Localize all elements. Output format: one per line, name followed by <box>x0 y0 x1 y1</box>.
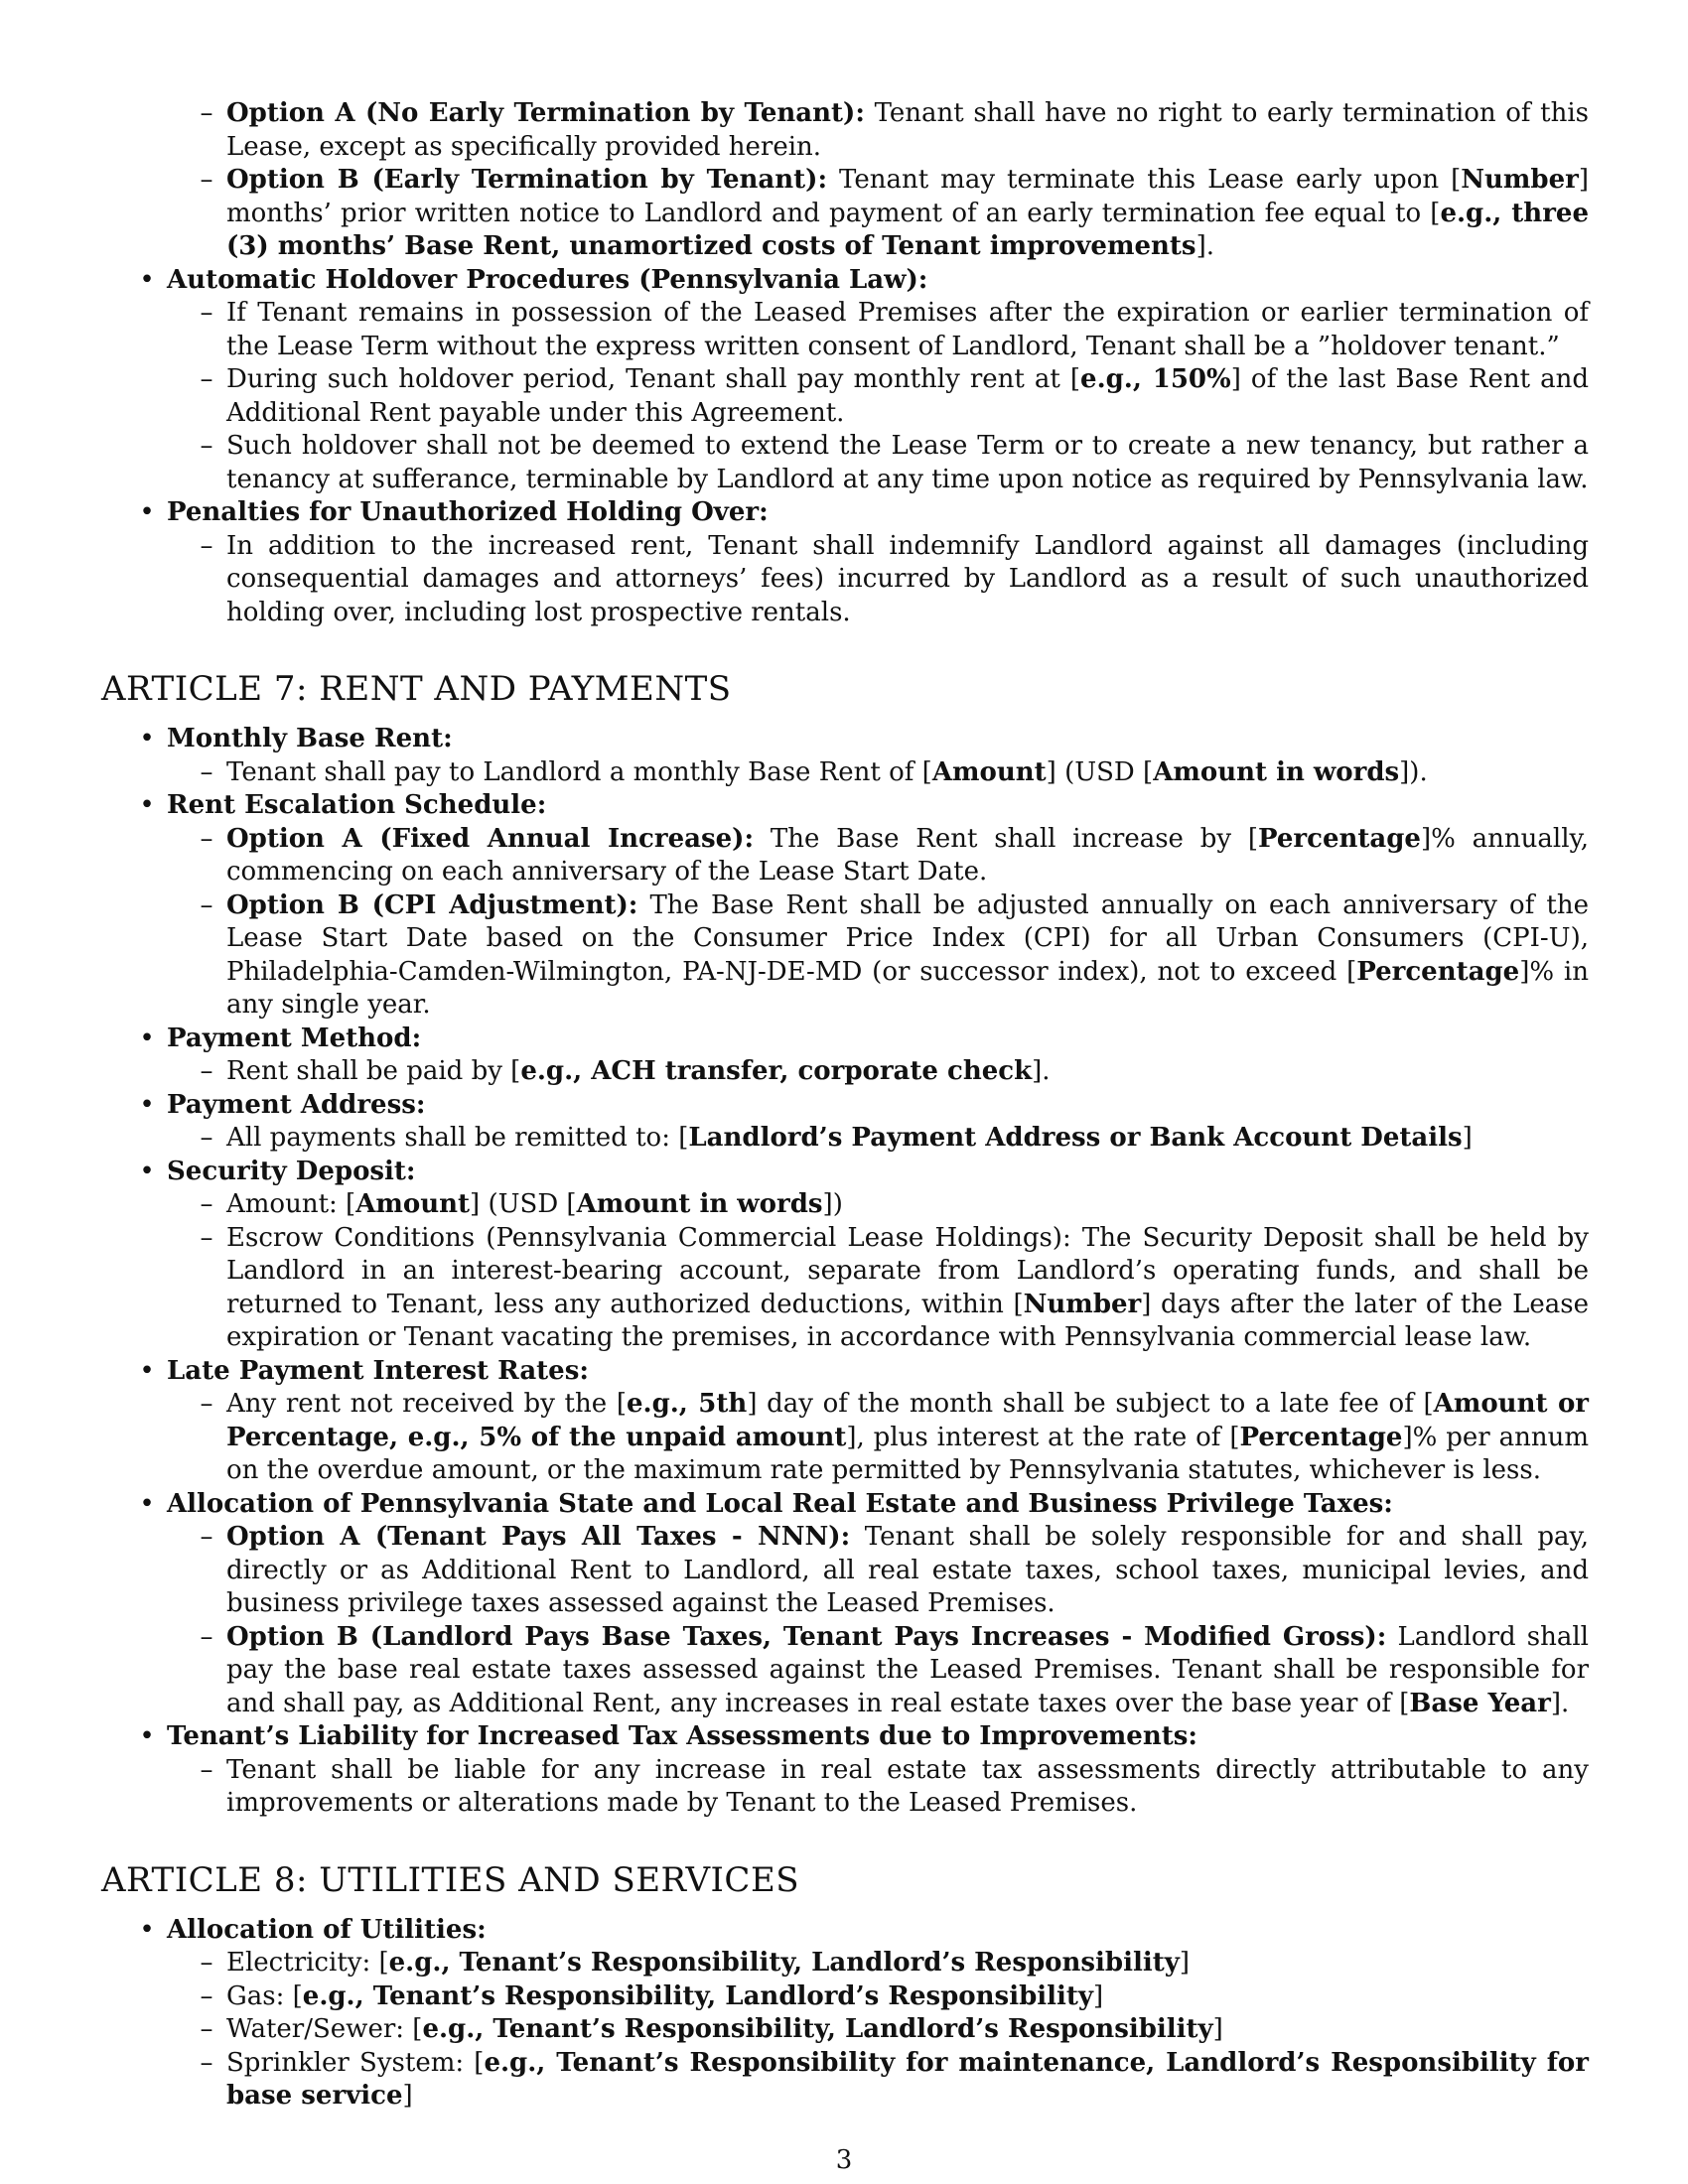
list-item: – Option A (Tenant Pays All Taxes - NNN): Tenant shall be solely responsible for and shall pay, directly or as Additional Rent to Landlord, all real estate taxes, school taxes, municipal levies, and business privilege taxes assessed against the Leased Premises. <box>200 1522 1589 1618</box>
holdover-list <box>101 264 1589 630</box>
list-item: – In addition to the increased rent, Tenant shall indemnify Landlord against all damages (including consequential damages and attorneys’ fees) incurred by Landlord as a result of such unauthorized holding over, including lost prospective rentals. <box>200 530 1589 627</box>
dash-marker: – <box>200 165 213 195</box>
section-heading: Tenant’s Liability for Increased Tax Assessments due to Improvements: <box>167 1721 1197 1751</box>
article-7-list <box>101 723 1589 1821</box>
article-7-title: ARTICLE 7: RENT AND PAYMENTS <box>101 669 732 709</box>
article-8-title: ARTICLE 8: UTILITIES AND SERVICES <box>101 1859 800 1900</box>
section-heading: Rent Escalation Schedule: <box>167 790 547 820</box>
list-item: – Gas: [e.g., Tenant’s Responsibility, Landlord’s Responsibility] <box>200 1980 1104 2011</box>
list-item: – Electricity: [e.g., Tenant’s Responsibility, Landlord’s Responsibility] <box>200 1948 1190 1978</box>
list-item: • Payment Method: – Rent shall be paid by [e.g., ACH transfer, corporate check]. <box>167 1023 1589 1089</box>
section-heading: Monthly Base Rent: <box>167 724 453 753</box>
section-heading: Automatic Holdover Procedures (Pennsylvania Law): <box>167 264 928 295</box>
list-item: – Option B (Early Termination by Tenant): Tenant may terminate this Lease early upon [Number] months’ prior written notice to Landlord and payment of an early termination fee equal to [e.g., three (3) months’ Base Rent, unamortized costs of Tenant improvements]. <box>226 164 1589 264</box>
list-item: – Option A (Fixed Annual Increase): The Base Rent shall increase by [Percentage]% annually, commencing on each anniversary of the Lease Start Date. <box>200 823 1590 887</box>
list-item: • Late Payment Interest Rates: – Any rent not received by the [e.g., 5th] day of the month shall be subject to a late fee of [Amount or Percentage, e.g., 5% of the unpaid amount], plus interest at the rate of [Percentage]% per annum on the overdue amount, or the maximum rate permitted by Pennsylvania statutes, whichever is less. <box>167 1355 1589 1488</box>
list-item: – During such holdover period, Tenant shall pay monthly rent at [e.g., 150%] of the last Base Rent and Additional Rent payable under this Agreement. <box>200 364 1590 428</box>
early-termination-options <box>101 97 1589 264</box>
dash-marker: – <box>200 98 213 128</box>
list-item: – Tenant shall pay to Landlord a monthly Base Rent of [Amount] (USD [Amount in words]). <box>200 756 1428 787</box>
list-item: – Any rent not received by the [e.g., 5th] day of the month shall be subject to a late fee of [Amount or Percentage, e.g., 5% of the unpaid amount], plus interest at the rate of [Percentage]% per annum on the overdue amount, or the maximum rate permitted by Pennsylvania statutes, whichever is less. <box>200 1389 1590 1485</box>
list-item: – Option B (CPI Adjustment): The Base Rent shall be adjusted annually on each anniversary of the Lease Start Date based on the Consumer Price Index (CPI) for all Urban Consumers (CPI-U), Philadelphia-Camden-Wilmington, PA-NJ-DE-MD (or successor index), not to exceed [Percentage]% in any single year. <box>200 889 1589 1020</box>
list-item: – Option A (No Early Termination by Tenant): Tenant shall have no right to early termination of this Lease, except as specifically provided herein. <box>226 97 1589 164</box>
section-heading: Late Payment Interest Rates: <box>167 1355 589 1386</box>
section-heading: Penalties for Unauthorized Holding Over: <box>167 497 769 527</box>
list-item: – Option B (Landlord Pays Base Taxes, Tenant Pays Increases - Modified Gross): Landlord shall pay the base real estate taxes assessed against the Leased Premises. Tenant shall be responsible for and shall pay, as Additional Rent, any increases in real estate taxes over the base year of [Base Year]. <box>200 1621 1589 1718</box>
list-item: – Amount: [Amount] (USD [Amount in words]) <box>200 1189 843 1219</box>
section-heading: Payment Address: <box>167 1089 426 1120</box>
list-item: • Payment Address: – All payments shall be remitted to: [Landlord’s Payment Address or Bank Account Details] <box>167 1089 1589 1156</box>
list-item: • Monthly Base Rent: – Tenant shall pay to Landlord a monthly Base Rent of [Amount] (USD [Amount in words]). <box>167 723 1589 789</box>
bullet-marker: • <box>139 264 155 295</box>
section-heading: Payment Method: <box>167 1023 422 1053</box>
section-heading: Security Deposit: <box>167 1156 416 1186</box>
page-number: 3 <box>835 2145 853 2175</box>
article-8-list <box>101 1914 1589 2114</box>
list-item: – Tenant shall be liable for any increase in real estate tax assessments directly attributable to any improvements or alterations made by Tenant to the Leased Premises. <box>200 1754 1589 1818</box>
list-item <box>139 264 1590 497</box>
list-item: • Rent Escalation Schedule: – Option A (Fixed Annual Increase): The Base Rent shall increase by [Percentage]% annually, commencing on each anniversary of the Lease Start Date. – Option B (CPI Adjustment): The Base Rent shall be adjusted annually on each anniversary of the Lease Start Date based on the Consumer Price Index (CPI) for all Urban Consumers (CPI-U), Philadelphia-Camden-Wilmington, PA-NJ-DE-MD (or successor index), not to exceed [Percentage]% in any single year. <box>167 789 1589 1023</box>
page-content <box>101 97 1589 2114</box>
list-item: • Allocation of Pennsylvania State and Local Real Estate and Business Privilege Taxes: – Option A (Tenant Pays All Taxes - NNN): Tenant shall be solely responsible for and shall pay, directly or as Additional Rent to Landlord, all real estate taxes, school taxes, municipal levies, and business privilege taxes assessed against the Leased Premises. – Option B (Landlord Pays Base Taxes, Tenant Pays Increases - Modified Gross): Landlord shall pay the base real estate taxes assessed against the Leased Premises. Tenant shall be responsible for and shall pay, as Additional Rent, any increases in real estate taxes over the base year of [Base Year]. <box>167 1488 1589 1721</box>
list-item: – Escrow Conditions (Pennsylvania Commercial Lease Holdings): The Security Deposit shall be held by Landlord in an interest-bearing account, separate from Landlord’s operating funds, and shall be returned to Tenant, less any authorized deductions, within [Number] days after the later of the Lease expiration or Tenant vacating the premises, in accordance with Pennsylvania commercial lease law. <box>200 1222 1589 1352</box>
list-item: • Security Deposit: – Amount: [Amount] (USD [Amount in words]) – Escrow Conditions (Pennsylvania Commercial Lease Holdings): The Security Deposit shall be held by Landlord in an interest-bearing account, separate from Landlord’s operating funds, and shall be returned to Tenant, less any authorized deductions, within [Number] days after the later of the Lease expiration or Tenant vacating the premises, in accordance with Pennsylvania commercial lease law. <box>167 1156 1589 1355</box>
list-item: – Water/Sewer: [e.g., Tenant’s Responsibility, Landlord’s Responsibility] <box>200 2014 1223 2044</box>
list-item: – If Tenant remains in possession of the Leased Premises after the expiration or earlier termination of the Lease Term without the express written consent of Landlord, Tenant shall be a ”holdover tenant.” <box>200 298 1589 361</box>
list-item: • Allocation of Utilities: – Electricity: [e.g., Tenant’s Responsibility, Landlord’s Responsibility] – Gas: [e.g., Tenant’s Responsibility, Landlord’s Responsibility] – Water/Sewer: [e.g., Tenant’s Responsibility, Landlord’s Responsibility] – Sprinkler System: [e.g., Tenant’s Responsibility for maintenance, Landlord’s Responsibility for base service] <box>167 1914 1589 2114</box>
list-item <box>139 496 1589 629</box>
list-item: – Rent shall be paid by [e.g., ACH transfer, corporate check]. <box>200 1056 1051 1086</box>
list-item: – All payments shall be remitted to: [Landlord’s Payment Address or Bank Account Details] <box>200 1123 1473 1153</box>
list-item: – Sprinkler System: [e.g., Tenant’s Responsibility for maintenance, Landlord’s Responsibility for base service] <box>200 2047 1589 2111</box>
list-item: – Such holdover shall not be deemed to extend the Lease Term or to create a new tenancy, but rather a tenancy at sufferance, terminable by Landlord at any time upon notice as required by Pennsylvania law. <box>200 431 1589 494</box>
bullet-marker: • <box>139 497 155 527</box>
list-item: • Tenant’s Liability for Increased Tax Assessments due to Improvements: – Tenant shall be liable for any increase in real estate tax assessments directly attributable to any improvements or alterations made by Tenant to the Leased Premises. <box>167 1720 1589 1821</box>
section-heading: Allocation of Utilities: <box>167 1914 487 1945</box>
section-heading: Allocation of Pennsylvania State and Local Real Estate and Business Privilege Taxes: <box>167 1488 1393 1519</box>
